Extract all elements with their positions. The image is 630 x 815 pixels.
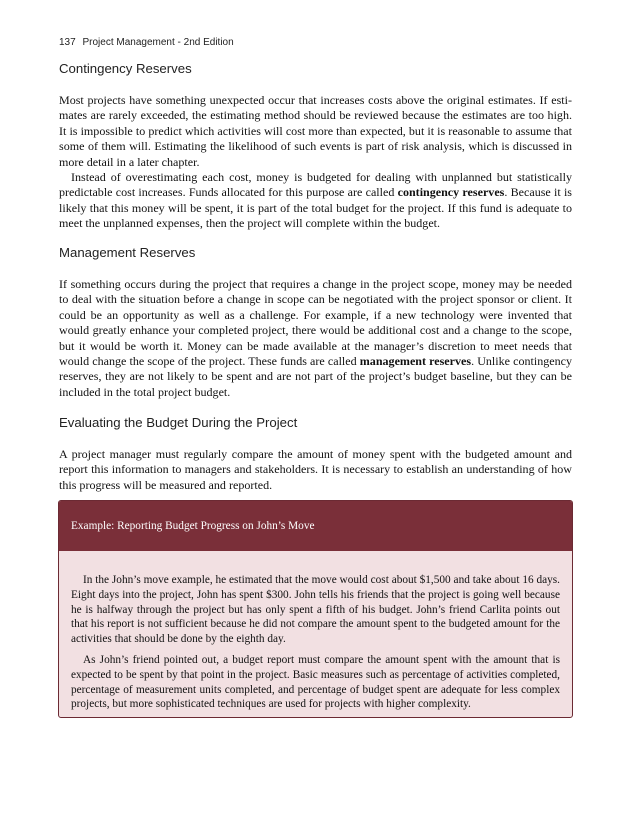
- paragraph-text: . Because it is likely that this money will be spent, it is part of the total budget for the project. If this fund is adequate to meet the unplanned expenses, then the project will complete within the budget.: [59, 185, 572, 231]
- example-box-title: Example: Reporting Budget Progress on John’s Move: [59, 501, 572, 551]
- paragraph-contingency-1: Most projects have something unexpected occur that increases costs above the original estimates. If estimates are rarely exceeded, the estimating method should be reviewed because the estimates are too high. It is impossible to predict which activities will cost more than expected, but it is reasonable to assume that some of them will. Estimating the likelihood of such events is part of risk analysis, which is discussed in more detail in a later chapter.: [59, 93, 572, 169]
- paragraph-text: If something occurs during the project that requires a change in the project scope, money may be needed to deal with the situation before a change in scope can be negotiated with the project sponsor or client. It could be an opportunity as well as a challenge. For example, if a new technology were invented that would greatly enhance your completed project, there would be additional cost and a change to the scope, but it would be worth it. Money can be made available at the manager’s discretion to meet needs that would change the scope of the project. These funds are called: [59, 277, 572, 369]
- paragraph-contingency-2: [59, 170, 572, 232]
- example-paragraph-1: In the John’s move example, he estimated that the move would cost about $1,500 and take about 16 days. Eight days into the project, John has spent $300. John tells his friends that the project is going well because he is halfway through the project but has only spent a fifth of his budget. John’s friend Carlita points out that his report is not sufficient because he did not compare the amount spent to the budgeted amount for the activities that should be done by the eighth day.: [71, 574, 560, 646]
- example-box: [58, 500, 573, 718]
- section-heading-evaluating-budget: Evaluating the Budget During the Project: [59, 415, 298, 430]
- page-number: 137: [59, 37, 76, 48]
- paragraph-evaluating: A project manager must regularly compare the amount of money spent with the budgeted amount and report this information to managers and stakeholders. It is necessary to establish an understanding of how this progress will be measured and reported.: [59, 447, 572, 492]
- section-heading-contingency-reserves: Contingency Reserves: [59, 61, 192, 76]
- paragraph-management: [59, 277, 572, 400]
- example-box-body: [59, 573, 572, 712]
- term-management-reserves: management reserves: [359, 354, 472, 369]
- book-title: Project Management - 2nd Edition: [82, 37, 234, 48]
- paragraph-text: Instead of overestimating each cost, money is budgeted for dealing with unplanned but statistically predictable cost increases. Funds allocated for this purpose are called: [59, 170, 572, 200]
- running-header: [59, 37, 234, 48]
- term-contingency-reserves: contingency reserves: [397, 185, 505, 200]
- section-heading-management-reserves: Management Reserves: [59, 245, 196, 260]
- example-paragraph-2: As John’s friend pointed out, a budget report must compare the amount spent with the amount that is expected to be spent by that point in the project. Basic measures such as percentage of activities completed, percentage of measurement units completed, and percentage of budget spent are adequate for less complex projects, but more sophisticated techniques are used for projects with higher complexity.: [71, 653, 560, 711]
- paragraph-text: . Unlike contingency reserves, they are not likely to be spent and are not part of the project’s budget baseline, but they can be included in the total project budget.: [59, 354, 572, 399]
